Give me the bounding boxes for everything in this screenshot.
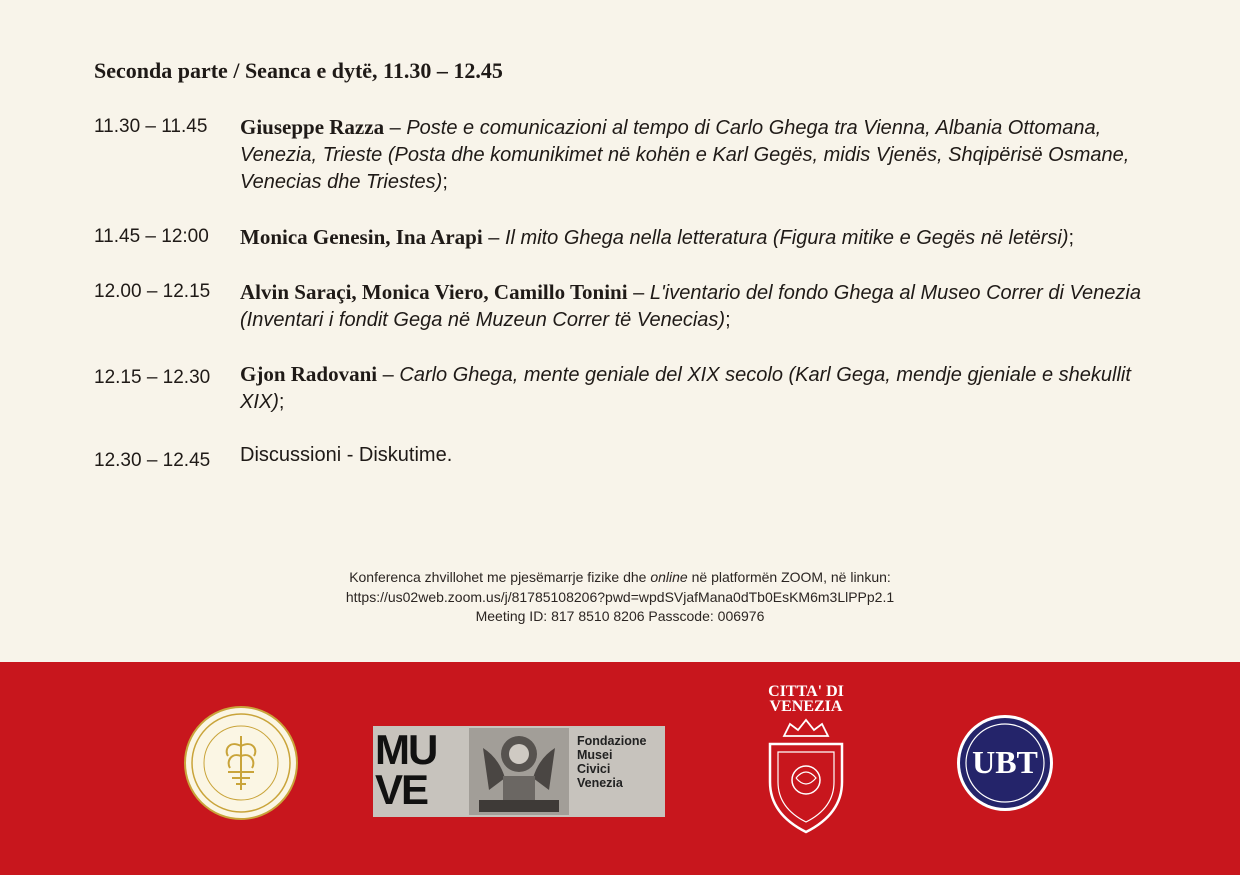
speaker-names: Giuseppe Razza xyxy=(240,115,385,139)
punctuation: ; xyxy=(725,309,731,331)
footer-band xyxy=(0,662,1240,875)
info-line: Konferenca zhvillohet me pjesëmarrje fizike dhe online në platformën ZOOM, në linkun: xyxy=(349,569,891,585)
separator: – xyxy=(482,227,505,249)
venezia-wordmark: CITTA' DI VENEZIA xyxy=(768,683,844,715)
separator: – xyxy=(384,117,407,139)
talk-title: Poste e comunicazioni al tempo di Carlo Ghega tra Vienna, Albania Ottomana, Venezia, Trieste (Posta dhe komunikimet në kohën e Karl Gegës, midis Vjenës, Shqipërisë Osmane, Venecias dhe Triestes) xyxy=(240,117,1130,193)
talk-title: Carlo Ghega, mente geniale del XIX secolo (Karl Gega, mendje gjeniale e shekullit XIX) xyxy=(240,364,1131,413)
separator: – xyxy=(627,282,650,304)
time-slot: 12.00 – 12.15 xyxy=(94,281,211,302)
section-title: Seconda parte / Seanca e dytë, 11.30 – 12.45 xyxy=(94,58,503,83)
academy-seal-logo xyxy=(184,706,298,820)
connection-info xyxy=(0,568,1240,627)
punctuation: ; xyxy=(442,171,448,193)
muve-logo xyxy=(373,726,665,817)
time-slot: 12.30 – 12.45 xyxy=(94,450,211,471)
talk-title: L'iventario del fondo Ghega al Museo Correr di Venezia (Inventari i fondit Gega në Muzeun Correr të Venecias) xyxy=(240,282,1141,331)
time-slot: 11.45 – 12:00 xyxy=(94,226,209,247)
ubt-wordmark: UBT xyxy=(972,744,1038,780)
time-slot: 11.30 – 11.45 xyxy=(94,116,208,137)
speaker-names: Monica Genesin, Ina Arapi xyxy=(240,225,483,249)
muve-letters: MU VE xyxy=(375,726,437,813)
ubt-logo xyxy=(956,714,1054,812)
talk-title: Il mito Ghega nella letteratura (Figura mitike e Gegës në letërsi) xyxy=(504,227,1069,249)
punctuation: ; xyxy=(278,391,285,413)
meeting-details: Meeting ID: 817 8510 8206 Passcode: 006976 xyxy=(475,608,765,624)
discussion-text: Discussioni - Diskutime. xyxy=(240,444,453,466)
muve-foundation-text: Fondazione Musei Civici Venezia xyxy=(577,734,647,790)
punctuation: ; xyxy=(1068,227,1075,249)
separator: – xyxy=(377,364,400,386)
citta-di-venezia-logo xyxy=(760,684,852,834)
speaker-names: Gjon Radovani xyxy=(240,362,378,386)
time-slot: 12.15 – 12.30 xyxy=(94,367,211,388)
lion-image xyxy=(469,728,569,815)
zoom-link[interactable]: https://us02web.zoom.us/j/81785108206?pwd=wpdSVjafMana0dTb0EsKM6m3LlPPp2.1 xyxy=(345,588,895,605)
speaker-names: Alvin Saraçi, Monica Viero, Camillo Tonini xyxy=(240,280,628,304)
